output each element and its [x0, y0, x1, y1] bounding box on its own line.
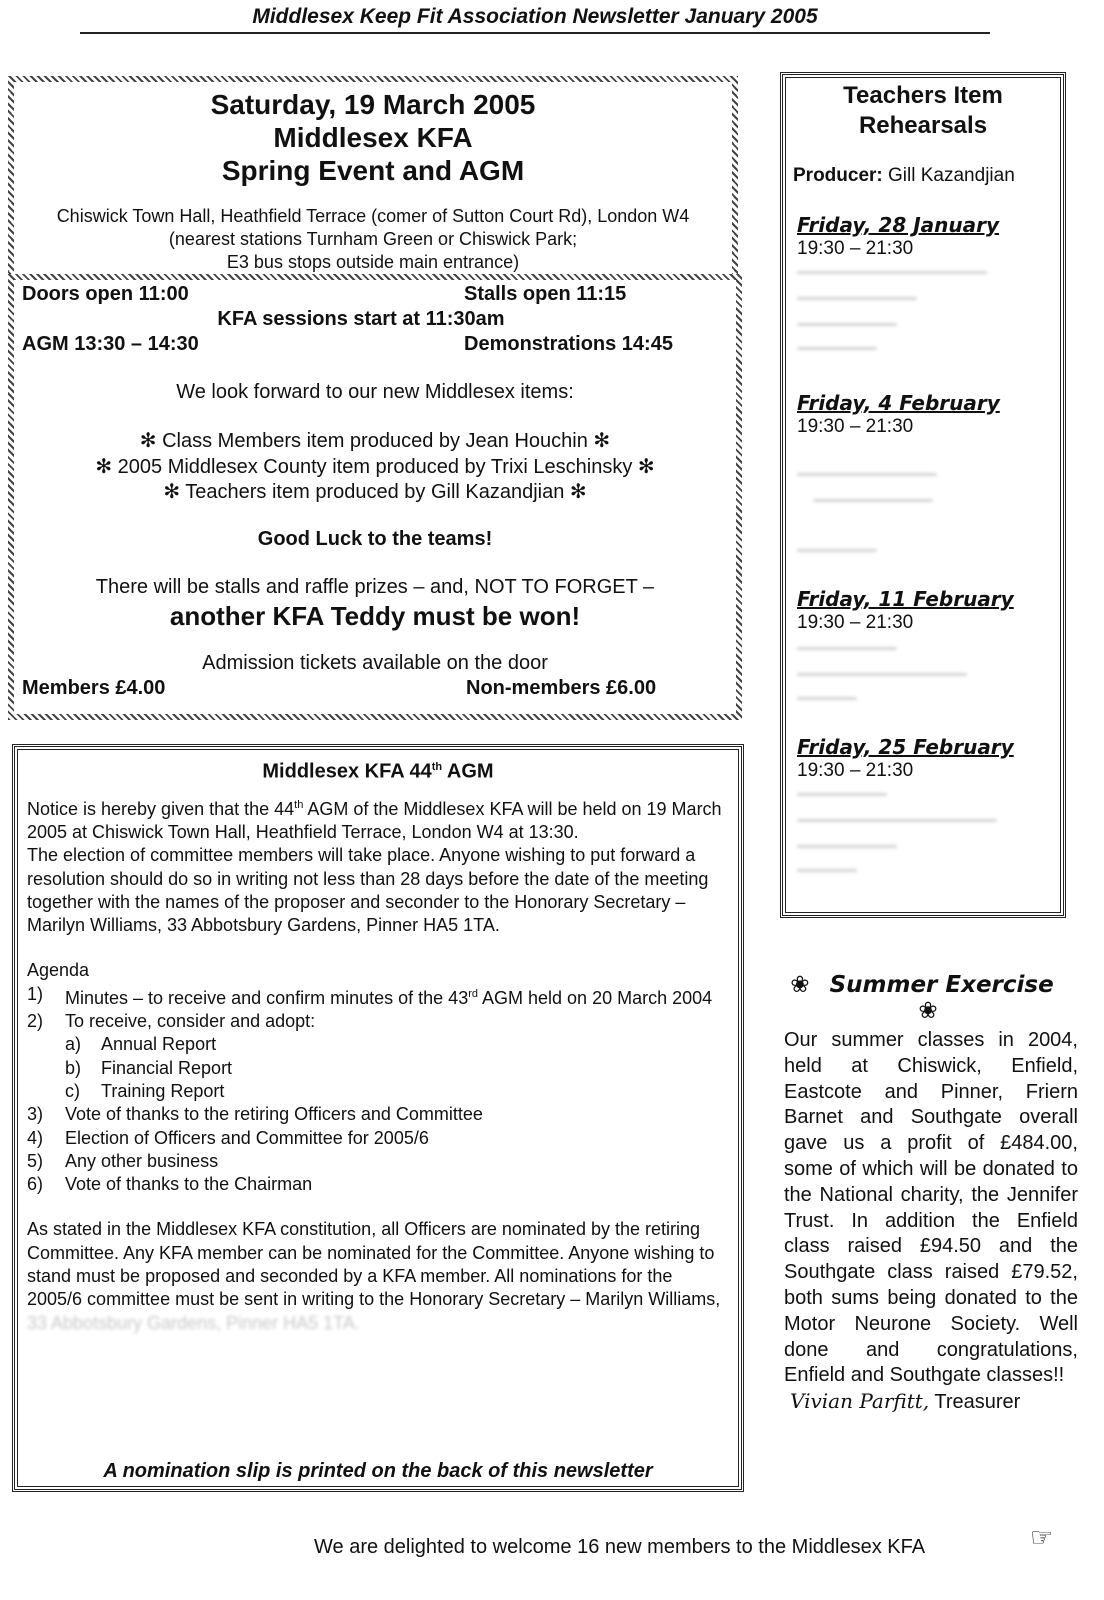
welcome-note: We are delighted to welcome 16 new members to the Middlesex KFA	[314, 1536, 926, 1558]
teddy-text: another KFA Teddy must be won!	[169, 600, 581, 631]
treasurer-signature: Vivian Parfitt, Treasurer	[790, 1389, 1021, 1414]
event-details-box	[8, 274, 742, 720]
doors-open: Doors open 11:00	[22, 283, 189, 305]
rehearsal-entry: Friday, 25 February 19:30 – 21:30	[797, 735, 1014, 781]
stalls-open: Stalls open 11:15	[464, 283, 627, 305]
agm-time: AGM 13:30 – 14:30	[22, 333, 199, 355]
agenda-item: 3) Vote of thanks to the retiring Officers and Committee	[27, 1104, 483, 1125]
agenda-item: 5) Any other business	[27, 1150, 219, 1171]
members-price: Members £4.00	[22, 676, 166, 699]
producer-line: Producer: Gill Kazandjian	[793, 165, 1015, 186]
election-text: The election of committee members will take place. Anyone wishing to put forward a resolution should do so in writing not less than 28 days before the date of the meeting together with the names of the proposer and seconder to the Honorary Secretary – Marilyn Williams, 33 Abbotsbury Gardens, Pinner HA5 1TA.	[27, 845, 709, 936]
item-line: Teachers item produced by Gill Kazandjian	[185, 481, 565, 503]
asterisk-icon: ✻	[564, 481, 587, 503]
demonstrations-time: Demonstrations 14:45	[464, 333, 673, 355]
item-line: 2005 Middlesex County item produced by Trixi Leschinsky	[117, 455, 633, 478]
agenda-item: 2) To receive, consider and adopt:	[27, 1011, 316, 1032]
flower-icon: ❀	[790, 972, 810, 998]
sessions-start: KFA sessions start at 11:30am	[217, 308, 505, 330]
item-line: Class Members item produced by Jean Houchin	[162, 430, 588, 452]
asterisk-icon: ✻	[139, 430, 163, 452]
summer-exercise-body: Our summer classes in 2004, held at Chiswick, Enfield, Eastcote and Pinner, Friern Barnet and Southgate overall gave us a profit of £484.00, some of which will be donated to the National charity, the Jennifer Trust. In addition the Enfield class raised £94.50 and the Southgate class raised £79.52, both sums being donated to the Motor Neurone Society. Well done and congratulations, Enfield and Southgate classes!! Vivian Parfitt, Treasurer	[784, 1028, 1078, 1416]
look-forward-text: We look forward to our new Middlesex items:	[176, 381, 574, 403]
agenda-item: 6) Vote of thanks to the Chairman	[27, 1174, 313, 1195]
constitution-text: As stated in the Middlesex KFA constitution, all Officers are nominated by the retiring Committee. Any KFA member can be nominated for the Committee. Anyone wishing to stand must be proposed and seconded by a KFA member. All nominations for the 2005/6 committee must be sent in writing to the Honorary Secretary – Marilyn Williams, 33 Abbotsbury Gardens, Pinner HA5 1TA.	[27, 1219, 721, 1333]
event-date-title: Saturday, 19 March 2005	[210, 89, 536, 120]
agm-title: Middlesex KFA 44th AGM	[262, 760, 494, 783]
asterisk-icon: ✻	[163, 481, 186, 503]
flower-icon: ❀	[918, 998, 938, 1024]
newsletter-masthead: Middlesex Keep Fit Association Newsletter January 2005	[80, 2, 990, 34]
rehearsals-title: Teachers Item Rehearsals	[843, 82, 1003, 139]
event-name-title: Spring Event and AGM	[221, 155, 525, 186]
agenda-item: 4) Election of Officers and Committee for 2005/6	[27, 1127, 429, 1148]
agenda-label: Agenda	[27, 960, 90, 981]
nonmembers-price: Non-members £6.00	[466, 676, 657, 699]
rehearsal-entry: Friday, 11 February 19:30 – 21:30	[797, 587, 1014, 633]
venue-line: E3 bus stops outside main entrance)	[226, 252, 520, 272]
agenda-subitem: c) Training Report	[65, 1080, 225, 1101]
agm-notice-text: Notice is hereby given that the 44th AGM of the Middlesex KFA will be held on 19 March 2005 at Chiswick Town Hall, Heathfield Terrace, London W4 at 13:30.	[27, 798, 722, 842]
agenda-subitem: a) Annual Report	[65, 1034, 217, 1055]
admission-text: Admission tickets available on the door	[202, 651, 548, 674]
agm-notice-box	[12, 744, 744, 1492]
asterisk-icon: ✻	[632, 455, 655, 478]
nomination-slip-note: A nomination slip is printed on the back of this newsletter	[103, 1459, 653, 1482]
event-org-title: Middlesex KFA	[273, 122, 473, 153]
summer-exercise-title: ❀ Summer Exercise ❀	[790, 972, 1054, 1024]
rehearsals-box	[780, 72, 1066, 918]
agenda-subitem: b) Financial Report	[65, 1057, 233, 1078]
pointing-hand-icon: ☞	[1030, 1522, 1054, 1552]
good-luck-text: Good Luck to the teams!	[257, 527, 493, 550]
venue-line: Chiswick Town Hall, Heathfield Terrace (comer of Sutton Court Rd), London W4	[56, 206, 690, 226]
faded-address: 33 Abbotsbury Gardens, Pinner HA5 1TA.	[27, 1312, 360, 1333]
asterisk-icon: ✻	[95, 455, 118, 478]
asterisk-icon: ✻	[587, 430, 611, 452]
event-heading-box	[8, 76, 738, 274]
venue-line: (nearest stations Turnham Green or Chiswick Park;	[168, 229, 578, 249]
stalls-raffle-text: There will be stalls and raffle prizes – and, NOT TO FORGET –	[95, 575, 655, 598]
rehearsal-entry: Friday, 28 January 19:30 – 21:30	[797, 213, 1000, 259]
agenda-item: 1) Minutes – to receive and confirm minutes of the 43rd AGM held on 20 March 2004	[27, 983, 713, 1008]
rehearsal-entry: Friday, 4 February 19:30 – 21:30	[797, 391, 1000, 437]
